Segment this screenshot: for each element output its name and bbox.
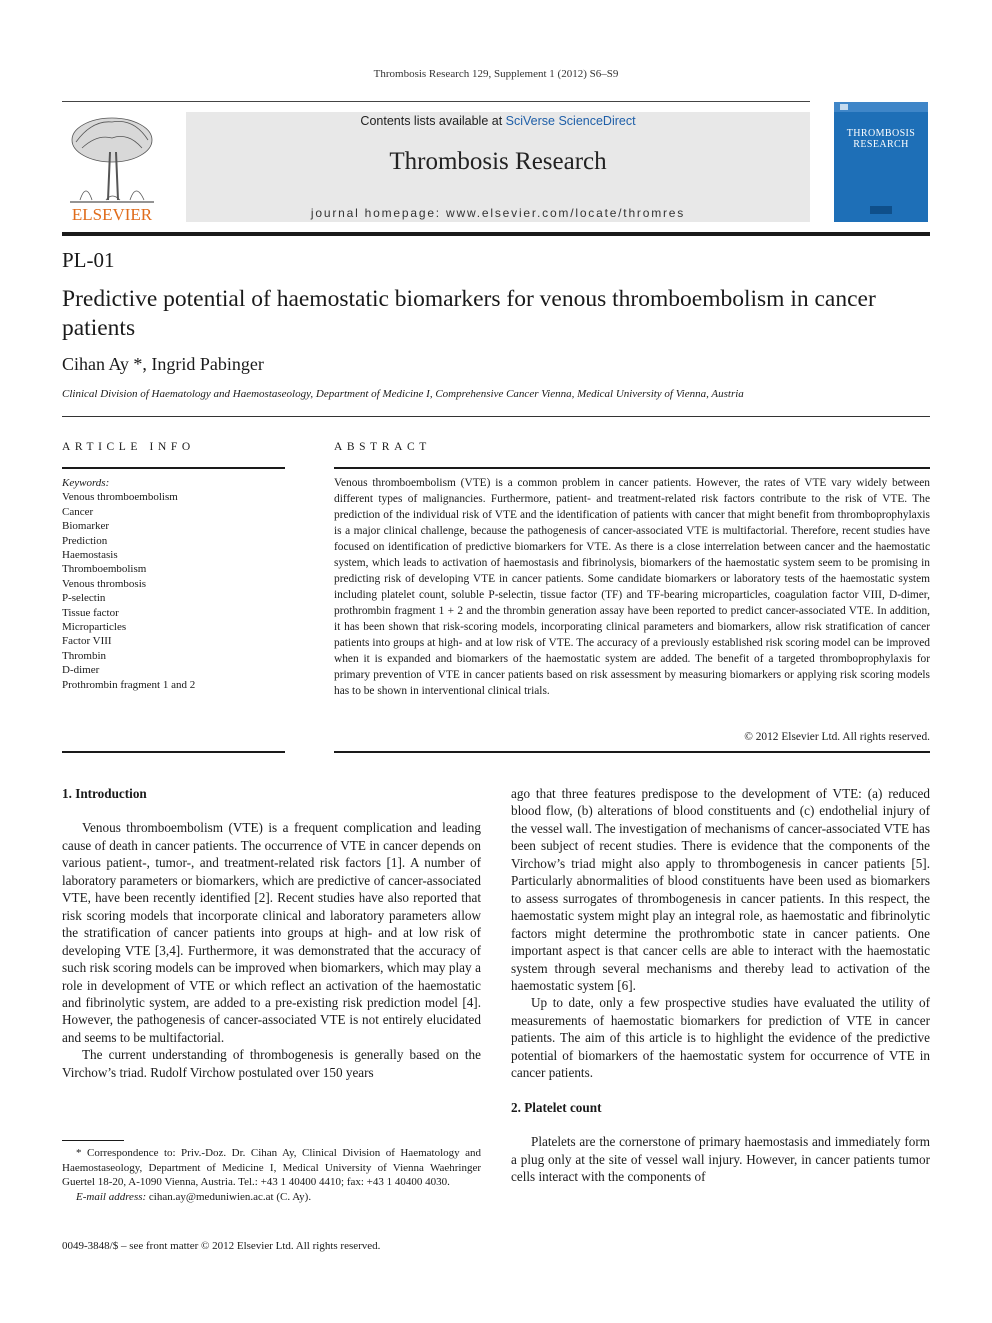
keyword-item: Tissue factor <box>62 606 119 619</box>
journal-homepage[interactable]: journal homepage: www.elsevier.com/locate/thromres <box>310 206 686 220</box>
keywords-title: Keywords: <box>62 477 110 489</box>
elsevier-wordmark: ELSEVIER <box>71 205 153 222</box>
author-1[interactable]: Cihan Ay <box>62 354 129 374</box>
abstract-bottom-rule <box>334 751 930 753</box>
keyword-item: Venous thrombosis <box>62 577 147 590</box>
contents-prefix: Contents lists available at <box>360 114 503 128</box>
email-address-link[interactable]: cihan.ay@meduniwien.ac.at (C. Ay). <box>146 1190 312 1203</box>
journal-citation: Thrombosis Research 129, Supplement 1 (2012) S6–S9 <box>373 68 619 80</box>
body-paragraph: Venous thromboembolism (VTE) is a frequent complication and leading cause of death in cancer patients. The occurrence of VTE in cancer depends on various patient-, tumor-, and treatment-related risk factors [1]. A number of laboratory parameters or biomarkers, which are predictive of cancer-associated VTE, have been recently identified [2]. Recent studies have also reported that risk scoring models that incorporate clinical and laboratory parameters allow the stratification of cancer patients into groups at high- and at low risk of developing VTE [3,4]. Furthermore, it was demonstrated that the accuracy of such risk scoring models can be improved when biomarkers, which may play a role in development of VTE or which reflect an activation of the haemostatic and fibrinolytic system, are added to a pre-existing risk prediction model [4]. However, the pathogenesis of cancer-associated VTE is not entirely elucidated and seems to be multifactorial. <box>62 820 481 1045</box>
section-heading-platelet-count: 2. Platelet count <box>511 1099 602 1115</box>
keyword-item: Factor VIII <box>62 635 112 648</box>
elsevier-logo[interactable] <box>62 112 162 222</box>
corresponding-author-mark[interactable]: * <box>128 354 143 374</box>
keyword-item: Biomarker <box>62 520 110 533</box>
cover-title-line1: THROMBOSIS <box>846 128 916 139</box>
keyword-item: Thrombin <box>62 649 106 662</box>
body-paragraph: The current understanding of thrombogenesis is generally based on the Virchow’s triad. Rudolf Virchow postulated over 150 years <box>62 1047 481 1080</box>
keyword-item: Haemostasis <box>62 549 118 562</box>
keywords-block <box>62 476 285 692</box>
keyword-item: Microparticles <box>62 621 127 634</box>
article-info-bottom-rule <box>62 751 285 753</box>
affiliation: Clinical Division of Haematology and Haemostaseology, Department of Medicine I, Comprehensive Cancer Vienna, Medical University of Vienna, Austria <box>62 388 744 400</box>
authors-line <box>62 354 264 375</box>
keyword-item: Venous thromboembolism <box>62 491 178 504</box>
keyword-item: Prothrombin fragment 1 and 2 <box>62 678 196 691</box>
cover-title <box>834 128 928 150</box>
body-column-right <box>511 785 930 1186</box>
author-2[interactable]: Ingrid Pabinger <box>151 354 264 374</box>
contents-line <box>186 114 810 128</box>
journal-cover-art <box>834 102 928 222</box>
footnote-rule <box>62 1140 124 1141</box>
keyword-item: Thromboembolism <box>62 563 147 576</box>
section-heading-introduction: 1. Introduction <box>62 786 147 801</box>
affiliation-rule <box>62 416 930 417</box>
article-id: PL-01 <box>62 248 115 272</box>
body-column-left <box>62 785 481 1081</box>
journal-title[interactable]: Thrombosis Research <box>389 148 607 175</box>
keyword-item: D-dimer <box>62 664 100 677</box>
email-label: E-mail address: <box>76 1190 147 1203</box>
keyword-item: Prediction <box>62 534 108 547</box>
abstract-label: ABSTRACT <box>334 441 431 453</box>
body-paragraph-continued: ago that three features predispose to the development of VTE: (a) reduced blood flow, (b) alterations of blood constituents and (c) endothelial injury of the vessel wall. The investigation of mechanisms of cancer-associated VTE has been subject of recent studies. There is evidence that the components of the Virchow’s triad might also apply to thrombogenesis in cancer patients [5]. Particularly abnormalities of blood constituents have been used as biomarkers to assess surrogates of thrombogenesis in cancer patients. In this respect, the haemostatic system might play an integral role, as haemostatic and fibrinolytic factors might determine the prothrombotic state in cancer patients. One important aspect is that cancer cells are able to interact with the haemostatic system through several mechanisms and thereby lead to activation of the haemostatic system [6]. <box>511 786 930 993</box>
correspondence-text: * Correspondence to: Priv.-Doz. Dr. Cihan Ay, Clinical Division of Haematology and Haemostaseology, Department of Medicine I, Medical University of Vienna Waehringer Guertel 18-20, A-1090 Vienna, Austria. Tel.: +43 1 40400 4410; fax: +43 1 40400 4030. <box>62 1147 481 1189</box>
keyword-item: Cancer <box>62 505 94 518</box>
article-info-label: ARTICLE INFO <box>62 441 195 453</box>
body-paragraph: Platelets are the cornerstone of primary haemostasis and immediately form a plug only at the site of vessel wall injury. However, in cancer patients tumor cells interact with the components of <box>511 1134 930 1185</box>
header-thick-rule <box>62 232 930 236</box>
header-top-rule <box>62 101 810 102</box>
elsevier-tree-icon <box>62 112 162 222</box>
article-info-top-rule <box>62 467 285 469</box>
sciencedirect-link[interactable]: SciVerse ScienceDirect <box>505 114 636 128</box>
abstract-text: Venous thromboembolism (VTE) is a common problem in cancer patients. However, the rates of VTE vary widely between different types of malignancies. Furthermore, patient- and treatment-related risk factors contribute to the risk of VTE. The prediction of the individual risk of VTE and the identification of patients with cancer that might benefit from thromboprophylaxis is a major clinical challenge, because the pathogenesis of cancer-associated VTE is multifactorial. Therefore, recent studies have focused on identification of predictive biomarkers for VTE. As there is a close interrelation between cancer and the haemostatic system, which leads to activation of haemostasis and fibrinolysis, biomarkers of the haemostatic system seem to be promising in predicting risk of developing VTE in cancer patients. Some candidate biomarkers or laboratory tests of the haemostatic system including platelet count, soluble P-selectin, tissue factor (TF) and TF-bearing microparticles, coagulation factor VIII, D-dimer, prothrombin fragment 1 + 2 and the thrombin generation assay have been reported to predict cancer-associated VTE. In addition, it has been shown that risk-scoring models, incorporating clinical parameters and biomarkers, allow risk stratification of cancer patients into groups at high- and at low risk of VTE. The accuracy of a previously established risk scoring model can be improved when it is expanded and biomarkers of the haemostatic system are added. The benefit of a targeted thromboprophylaxis for primary prevention of VTE in cancer patients based on risk assessment by measuring biomarkers or applying risk scoring models has to be shown in interventional clinical trials. <box>334 477 930 697</box>
issn-line: 0049-3848/$ – see front matter © 2012 Elsevier Ltd. All rights reserved. <box>62 1240 381 1252</box>
author-separator: , <box>142 354 152 374</box>
body-paragraph: Up to date, only a few prospective studies have evaluated the utility of measurements of haemostatic biomarkers for prediction of VTE in cancer patients. The aim of this article is to highlight the evidence of the predictive potential of biomarkers of the haemostatic system for occurrence of VTE in cancer patients. <box>511 995 930 1081</box>
abstract-copyright: © 2012 Elsevier Ltd. All rights reserved. <box>744 731 930 743</box>
abstract-top-rule <box>334 467 930 469</box>
correspondence-footnote <box>62 1146 481 1204</box>
article-title: Predictive potential of haemostatic biomarkers for venous thromboembolism in cancer patients <box>62 286 876 341</box>
cover-title-line2: RESEARCH <box>853 139 909 150</box>
keyword-item: P-selectin <box>62 592 106 605</box>
journal-cover-image[interactable] <box>834 102 928 222</box>
